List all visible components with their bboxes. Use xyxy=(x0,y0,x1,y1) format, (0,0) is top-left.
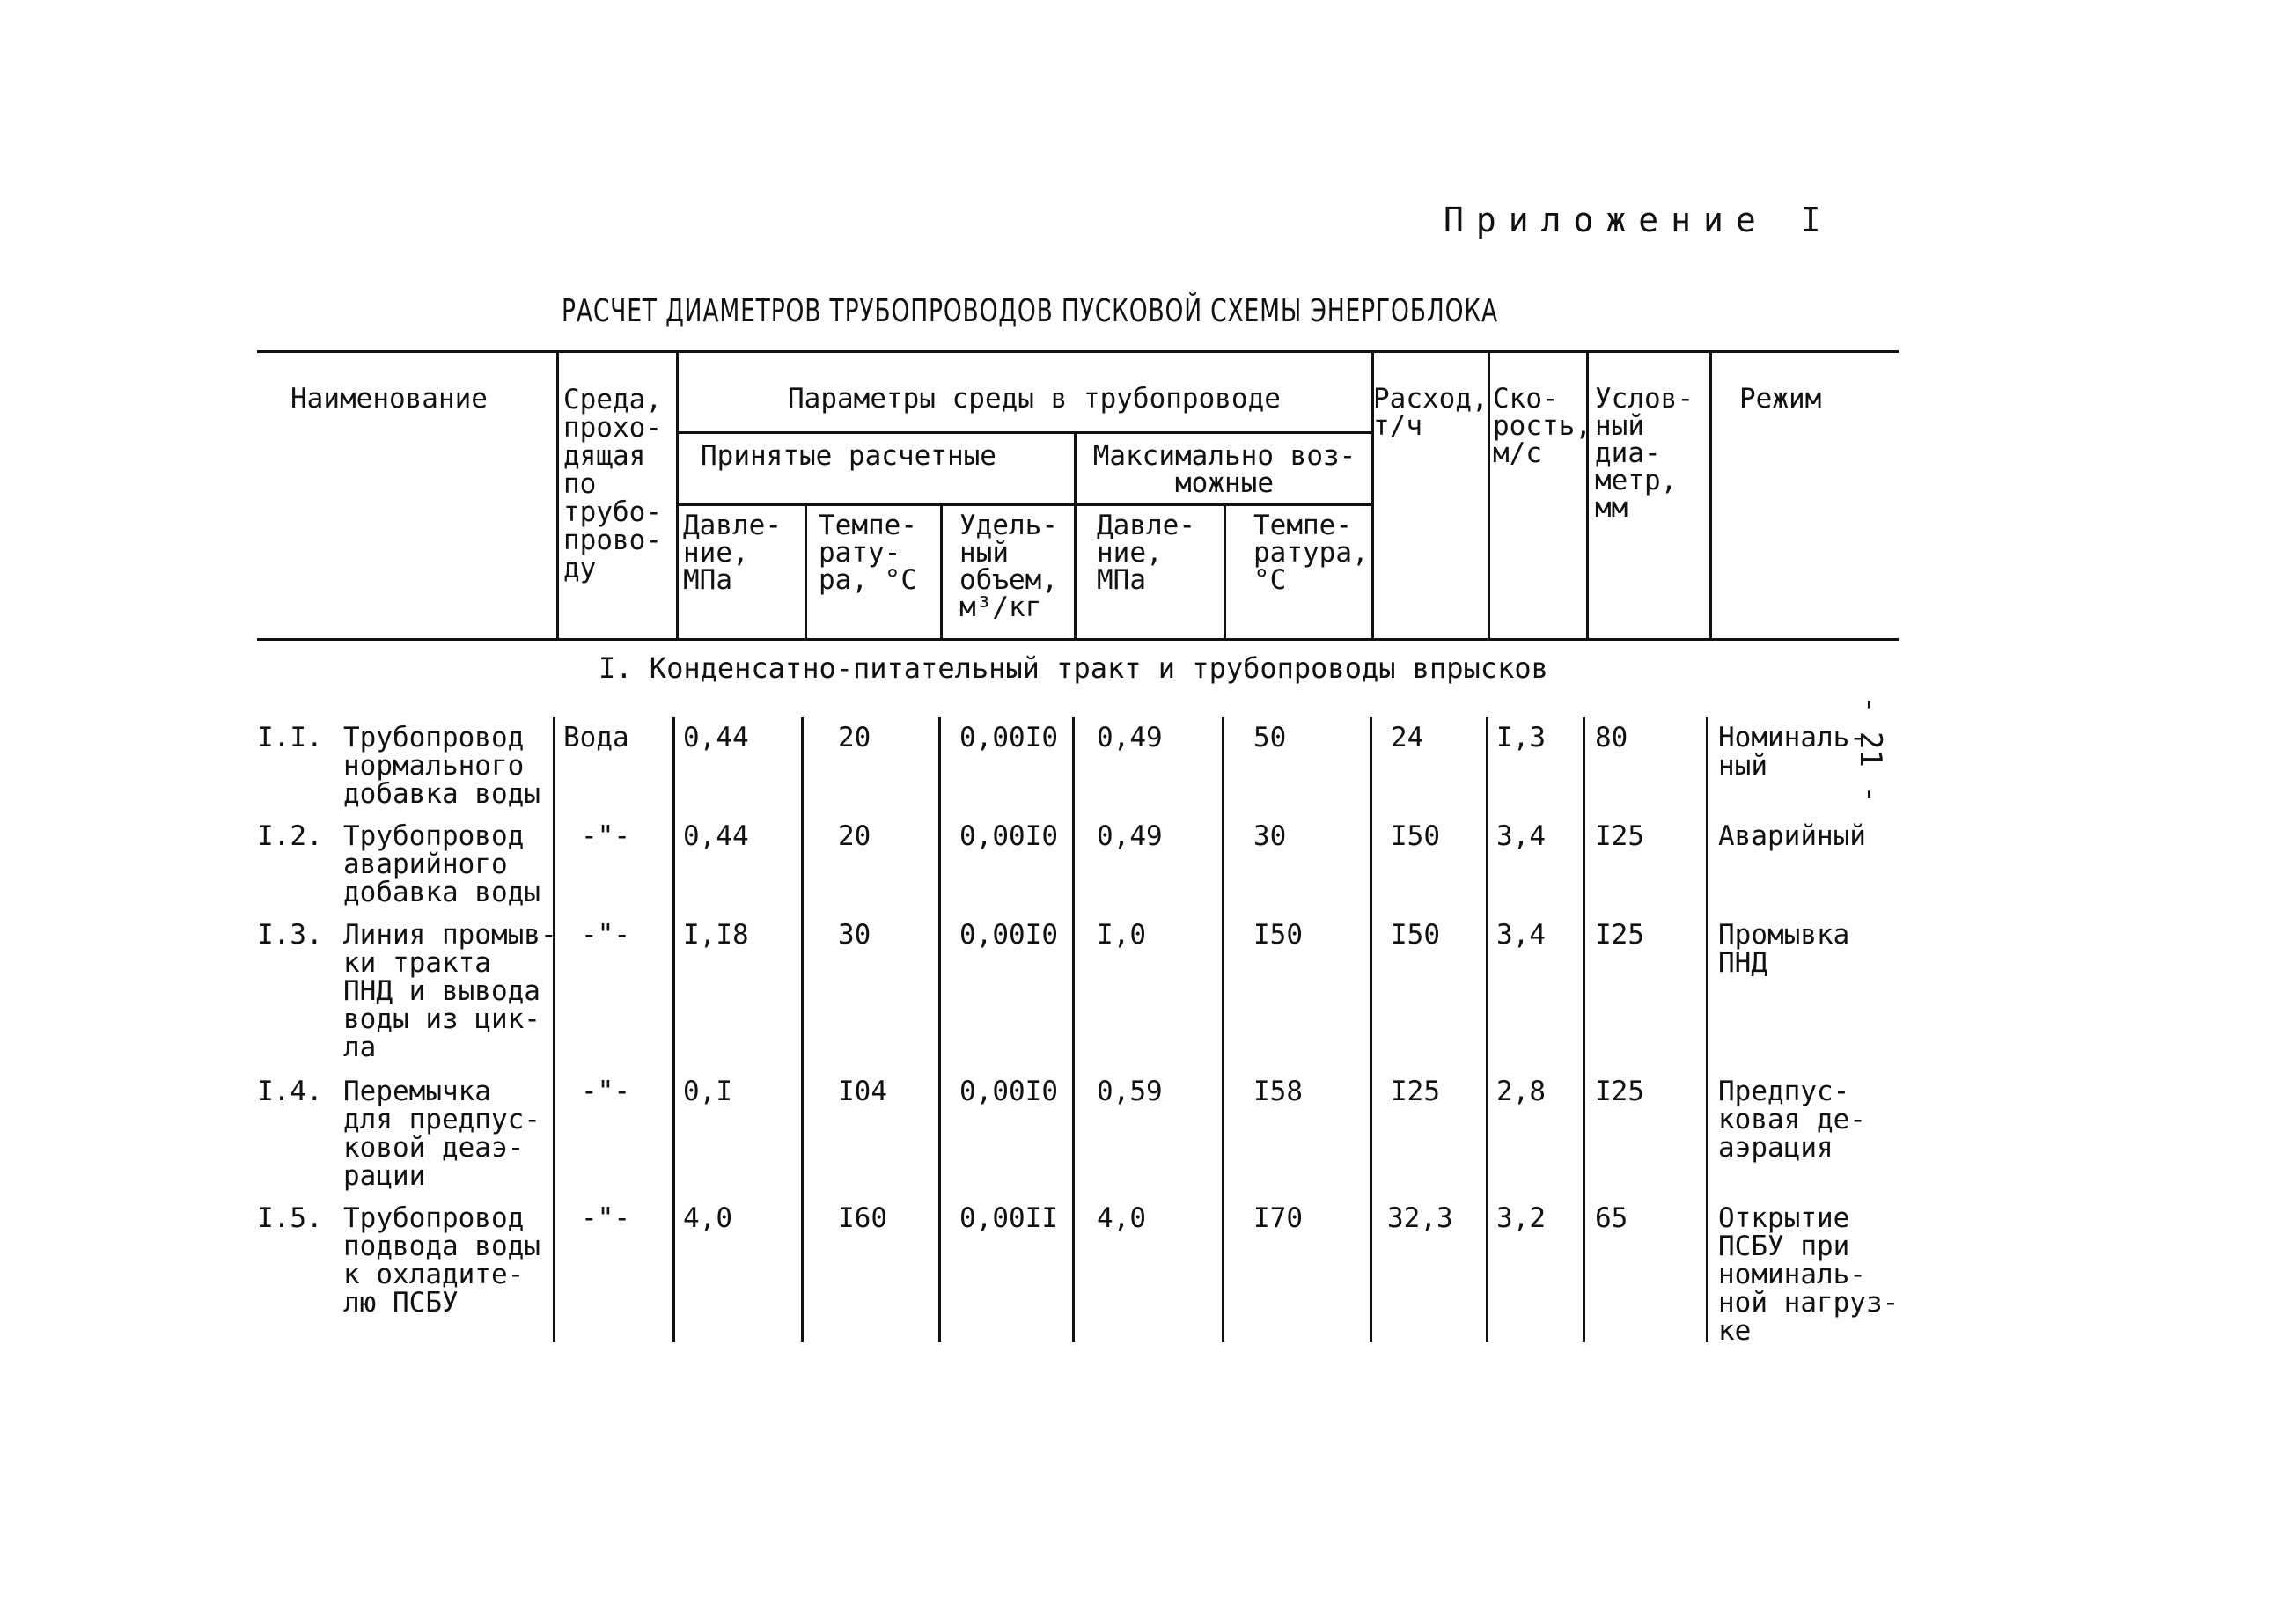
header-max-pressure: Давле- ние, МПа xyxy=(1097,510,1195,596)
row-4-max-pressure: 0,59 xyxy=(1097,1076,1163,1107)
row-2-volume: 0,00I0 xyxy=(959,820,1058,852)
row-5-name: Трубопровод подвода воды к охладите- лю ПСБУ xyxy=(343,1202,540,1319)
row-3-num: I.3. xyxy=(257,919,323,951)
header-pressure: Давле- ние, МПа xyxy=(683,510,782,596)
row-1-temperature: 20 xyxy=(838,722,871,753)
col-divider-2 xyxy=(676,350,679,638)
row-1-max-pressure: 0,49 xyxy=(1097,722,1163,753)
row-3-temperature: 30 xyxy=(838,919,871,951)
body-divider-3 xyxy=(801,717,804,1342)
body-divider-7 xyxy=(1370,717,1372,1342)
row-1-medium: Вода xyxy=(563,722,629,753)
row-2-pressure: 0,44 xyxy=(683,820,749,852)
row-5-pressure: 4,0 xyxy=(683,1202,732,1234)
header-name: Наименование xyxy=(290,383,488,415)
header-medium: Среда, прохо- дящая по трубо- прово- ду xyxy=(563,384,662,584)
row-3-name: Линия промыв- ки тракта ПНД и вывода воды из цик- ла xyxy=(343,919,557,1063)
header-diameter: Услов- ный диа- метр, мм xyxy=(1595,383,1694,524)
row-5-max-temperature: I70 xyxy=(1253,1202,1303,1234)
row-1-pressure: 0,44 xyxy=(683,722,749,753)
row-2-medium: -"- xyxy=(581,820,630,852)
header-velocity: Ско- рость, м/с xyxy=(1493,383,1591,469)
row-4-pressure: 0,I xyxy=(683,1076,732,1107)
row-4-volume: 0,00I0 xyxy=(959,1076,1058,1107)
col-divider-5 xyxy=(1074,431,1077,638)
table-header-rule xyxy=(257,638,1899,641)
row-2-diameter: I25 xyxy=(1595,820,1644,852)
params-divider xyxy=(678,431,1373,434)
row-1-name: Трубопровод нормального добавка воды xyxy=(343,722,540,810)
body-divider-2 xyxy=(672,717,675,1342)
body-divider-8 xyxy=(1486,717,1488,1342)
row-1-max-temperature: 50 xyxy=(1253,722,1287,753)
row-4-name: Перемычка для предпус- ковой деаэ- рации xyxy=(343,1076,540,1192)
row-1-diameter: 80 xyxy=(1595,722,1628,753)
row-4-mode: Предпус- ковая де- аэрация xyxy=(1718,1076,1866,1164)
row-3-max-pressure: I,0 xyxy=(1097,919,1146,951)
header-maximum: Максимально воз- можные xyxy=(1092,440,1356,499)
row-2-num: I.2. xyxy=(257,820,323,852)
row-5-mode: Открытие ПСБУ при номиналь- ной нагруз- ке xyxy=(1718,1202,1900,1347)
row-3-pressure: I,I8 xyxy=(683,919,749,951)
header-params: Параметры среды в трубопроводе xyxy=(788,383,1281,415)
header-mode: Режим xyxy=(1739,383,1822,415)
row-3-medium: -"- xyxy=(581,919,630,951)
table-top-rule xyxy=(257,350,1899,353)
col-divider-4 xyxy=(940,503,943,638)
row-1-flow: 24 xyxy=(1391,722,1424,753)
row-2-flow: I50 xyxy=(1391,820,1440,852)
section-title: I. Конденсатно-питательный тракт и трубопроводы впрысков xyxy=(599,651,1548,685)
body-divider-5 xyxy=(1072,717,1075,1342)
row-3-volume: 0,00I0 xyxy=(959,919,1058,951)
row-2-name: Трубопровод аварийного добавка воды xyxy=(343,820,540,908)
header-specific-volume: Удель- ный объем, м³/кг xyxy=(959,510,1058,623)
row-5-flow: 32,3 xyxy=(1387,1202,1453,1234)
row-2-max-temperature: 30 xyxy=(1253,820,1287,852)
row-1-volume: 0,00I0 xyxy=(959,722,1058,753)
row-5-max-pressure: 4,0 xyxy=(1097,1202,1146,1234)
appendix-label: Приложение I xyxy=(1444,201,1833,239)
col-divider-6 xyxy=(1224,503,1226,638)
row-3-max-temperature: I50 xyxy=(1253,919,1303,951)
header-temperature: Темпе- рату- ра, °C xyxy=(819,510,917,596)
body-divider-6 xyxy=(1222,717,1224,1342)
col-divider-3 xyxy=(805,503,807,638)
row-4-temperature: I04 xyxy=(838,1076,887,1107)
row-2-max-pressure: 0,49 xyxy=(1097,820,1163,852)
row-4-medium: -"- xyxy=(581,1076,630,1107)
page-number: - 21 - xyxy=(1853,695,1888,804)
row-2-mode: Аварийный xyxy=(1718,820,1866,852)
row-5-diameter: 65 xyxy=(1595,1202,1628,1234)
subparams-divider xyxy=(678,503,1373,506)
row-4-velocity: 2,8 xyxy=(1496,1076,1546,1107)
row-5-volume: 0,00II xyxy=(959,1202,1058,1234)
header-accepted: Принятые расчетные xyxy=(701,440,996,472)
col-divider-10 xyxy=(1709,350,1712,638)
row-2-velocity: 3,4 xyxy=(1496,820,1546,852)
row-1-mode: Номиналь- ный xyxy=(1718,722,1866,782)
row-4-flow: I25 xyxy=(1391,1076,1440,1107)
row-2-temperature: 20 xyxy=(838,820,871,852)
header-flow: Расход, т/ч xyxy=(1373,383,1488,442)
row-1-num: I.I. xyxy=(257,722,323,753)
row-5-velocity: 3,2 xyxy=(1496,1202,1546,1234)
col-divider-1 xyxy=(556,350,559,638)
row-5-medium: -"- xyxy=(581,1202,630,1234)
header-max-temperature: Темпе- ратура, °C xyxy=(1253,510,1369,596)
row-3-velocity: 3,4 xyxy=(1496,919,1546,951)
row-5-num: I.5. xyxy=(257,1202,323,1234)
row-5-temperature: I60 xyxy=(838,1202,887,1234)
body-divider-9 xyxy=(1583,717,1585,1342)
row-3-diameter: I25 xyxy=(1595,919,1644,951)
row-3-flow: I50 xyxy=(1391,919,1440,951)
body-divider-10 xyxy=(1706,717,1708,1342)
body-divider-4 xyxy=(938,717,941,1342)
document-title: РАСЧЕТ ДИАМЕТРОВ ТРУБОПРОВОДОВ ПУСКОВОЙ СХЕМЫ ЭНЕРГОБЛОКА xyxy=(562,293,1498,329)
row-1-velocity: I,3 xyxy=(1496,722,1546,753)
row-3-mode: Промывка ПНД xyxy=(1718,919,1850,979)
row-4-num: I.4. xyxy=(257,1076,323,1107)
row-4-max-temperature: I58 xyxy=(1253,1076,1303,1107)
row-4-diameter: I25 xyxy=(1595,1076,1644,1107)
